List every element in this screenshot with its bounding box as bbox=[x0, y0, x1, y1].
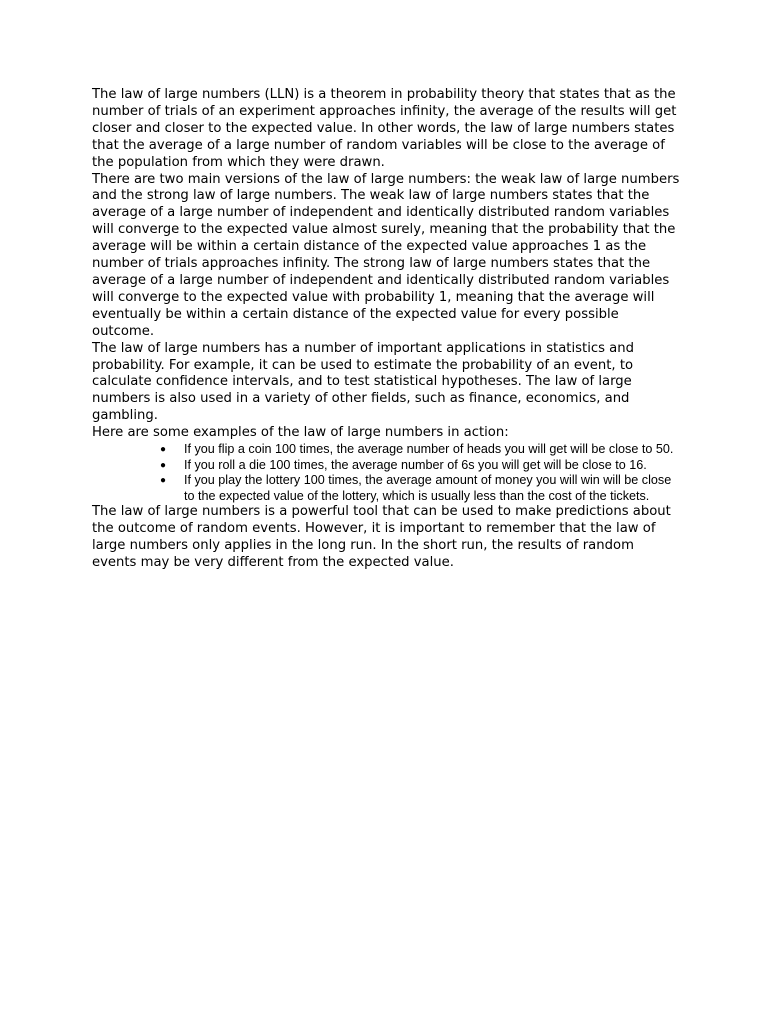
bullet-icon: ● bbox=[160, 475, 167, 487]
paragraph-intro: The law of large numbers (LLN) is a theorem in probability theory that states that as the number of trials of an experiment approaches infinity, the average of the results will get closer and closer to the expected value. In other words, the law of large numbers states that the average of a large number of random variables will be close to the average of the population from which they were drawn. bbox=[92, 87, 677, 170]
list-item bbox=[160, 442, 682, 458]
list-item-text: If you flip a coin 100 times, the average number of heads you will get will be close to 50. bbox=[184, 442, 674, 457]
paragraph-examples-intro: Here are some examples of the law of large numbers in action: bbox=[92, 425, 509, 441]
bullet-icon: ● bbox=[160, 444, 167, 456]
examples-list bbox=[92, 442, 682, 504]
bullet-icon: ● bbox=[160, 459, 167, 471]
paragraph-conclusion: The law of large numbers is a powerful tool that can be used to make predictions about the outcome of random events. However, it is important to remember that the law of large numbers only applies in the long run. In the short run, the results of random events may be very different from the expected value. bbox=[92, 504, 671, 571]
document-body bbox=[92, 87, 682, 572]
list-item-text: If you play the lottery 100 times, the average amount of money you will win will be close to the expected value of the lottery, which is usually less than the cost of the tickets. bbox=[184, 473, 672, 503]
paragraph-versions: There are two main versions of the law of large numbers: the weak law of large numbers and the strong law of large numbers. The weak law of large numbers states that the average of a large number of independent and identically distributed random variables will converge to the expected value almost surely, meaning that the probability that the average will be within a certain distance of the expected value approaches 1 as the number of trials approaches infinity. The strong law of large numbers states that the average of a large number of independent and identically distributed random variables will converge to the expected value with probability 1, meaning that the average will eventually be within a certain distance of the expected value for every possible outcome. bbox=[92, 171, 680, 339]
list-item-text: If you roll a die 100 times, the average number of 6s you will get will be close to 16. bbox=[184, 457, 647, 472]
list-item bbox=[160, 457, 682, 474]
paragraph-applications: The law of large numbers has a number of important applications in statistics and probability. For example, it can be used to estimate the probability of an event, to calculate confidence intervals, and to test statistical hypotheses. The law of large numbers is also used in a variety of other fields, such as finance, economics, and gambling. bbox=[92, 340, 634, 424]
list-item bbox=[160, 473, 682, 504]
